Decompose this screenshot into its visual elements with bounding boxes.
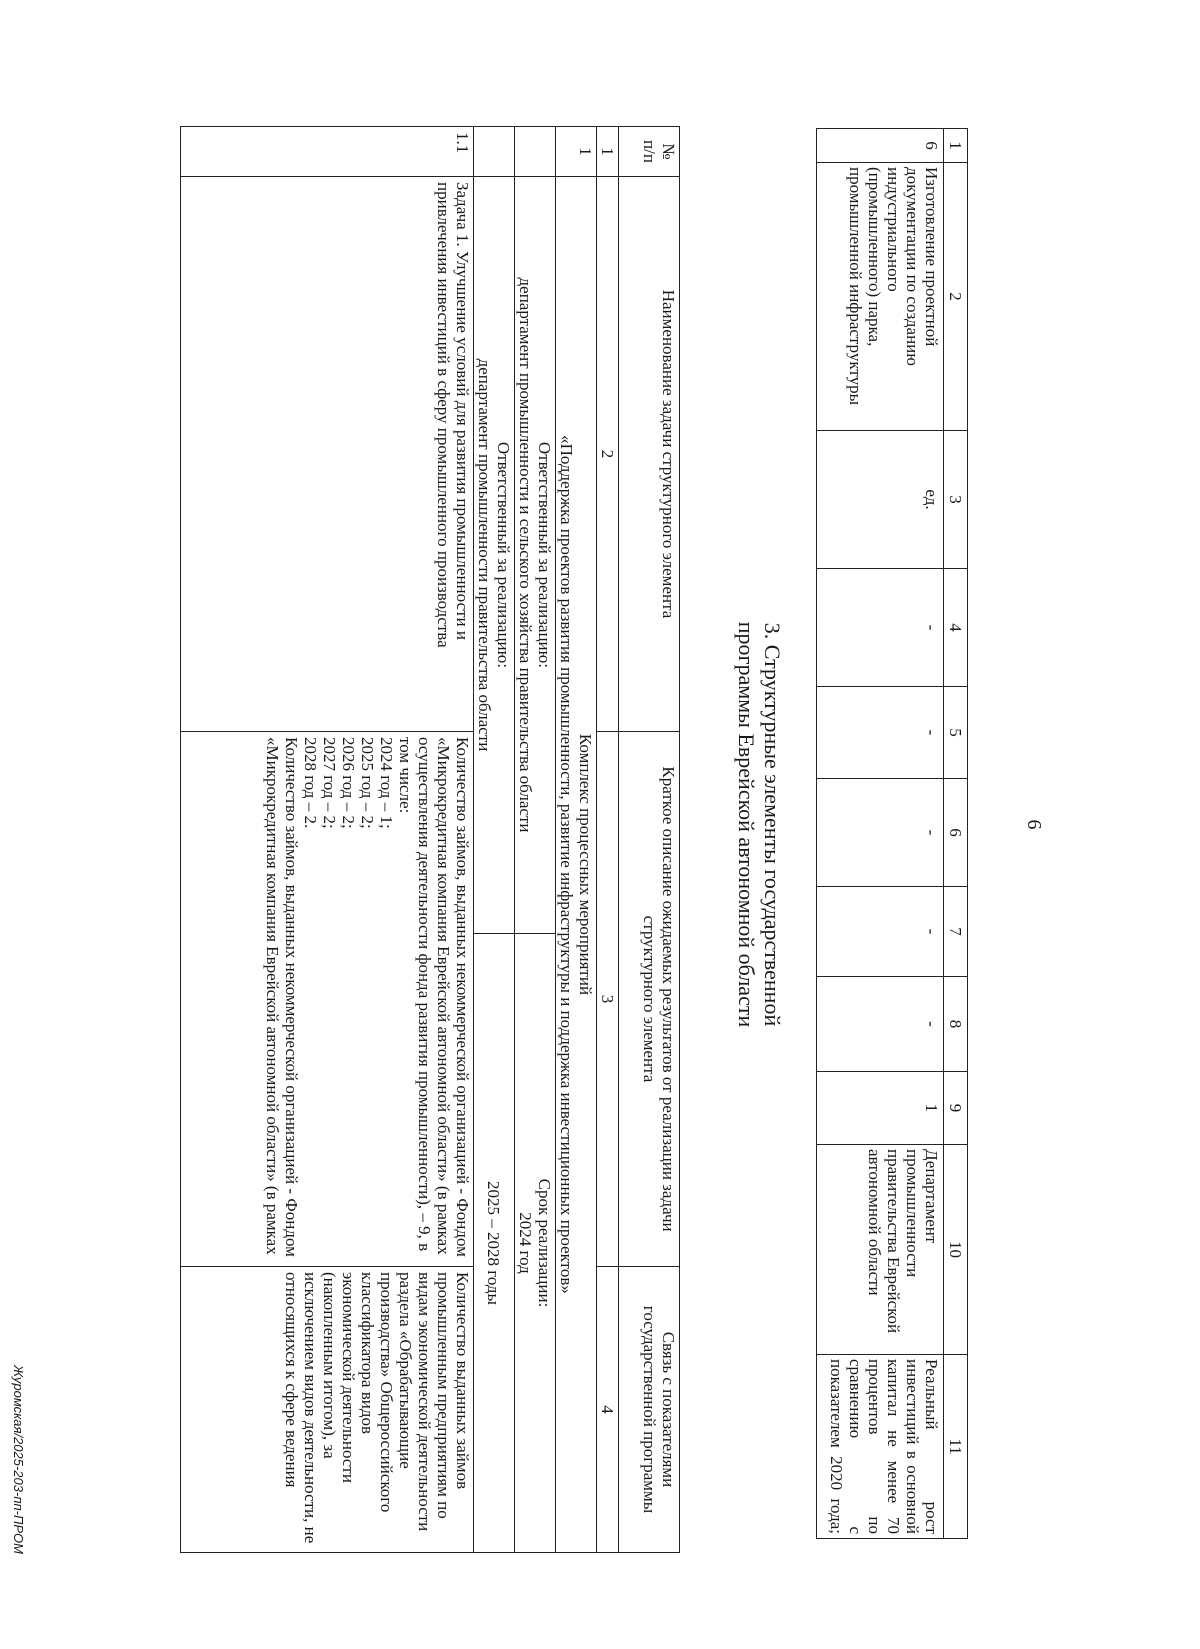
page-number: 6 (1023, 819, 1045, 830)
col-index: 3 (944, 431, 968, 569)
header-link: Связь с показателями государственной программы (619, 1267, 680, 1553)
header-name: Наименование задачи структурного элемента (619, 177, 680, 732)
col-index: 11 (944, 1355, 968, 1539)
heading-line: 3. Структурные элементы государственной (760, 622, 785, 1027)
value-cell: - (817, 977, 944, 1072)
col-index: 6 (944, 779, 968, 887)
responsible-dept: департамент промышленности правительства области (475, 358, 494, 752)
col-index: 1 (597, 127, 619, 177)
task-description: Количество займов, выданных некоммерческой организацией - Фондом «Микрокредитная компания Еврейской автономной области» (в рамках осуществления деятельности фонда развития промышленности), – 9, в том числе: 2024 год – 1; 2025 год – 2; 2026 год – 2; 2027 год – 2; 2028 год – 2. Количество займов, выданных некоммерческой организацией - Фондом «Микрокредитная компания Еврейской автономной области» (в рамках (181, 732, 474, 1267)
col-index: 8 (944, 977, 968, 1072)
col-index: 3 (597, 732, 619, 1267)
indicators-table-continuation (816, 128, 968, 1539)
col-index: 1 (944, 129, 968, 163)
row-number: 1.1 (181, 127, 474, 177)
col-index: 4 (597, 1267, 619, 1553)
col-index: 7 (944, 887, 968, 977)
indicator-name: Изготовление проектной документации по созданию индустриального (промышленного) парка, промышленной инфраструктуры (817, 163, 944, 431)
section-heading (733, 0, 785, 1649)
term-value: 2025 – 2028 годы (474, 934, 515, 1553)
section-title: Комплекс процессных мероприятий «Поддержка проектов развития промышленности, развитие инфраструктуры и поддержка инвестиционных проектов» (556, 177, 597, 1553)
term-label: Срок реализации: (535, 1178, 554, 1308)
term-cell (515, 934, 556, 1553)
col-index: 10 (944, 1145, 968, 1355)
task-name: Задача 1. Улучшение условий для развития промышленности и привлечения инвестиций в сферу промышленного производства (181, 177, 474, 732)
responsible-row (474, 127, 515, 1553)
row-number: 6 (817, 129, 944, 163)
task-row (181, 127, 474, 1553)
table-row (817, 129, 944, 1539)
term-value: 2024 год (516, 1212, 535, 1274)
responsible-label: Ответственный за реализацию: (535, 441, 554, 669)
header-row (619, 127, 680, 1553)
footer-code: Журомская/2025-203-пп-ПРОМ (11, 1365, 26, 1554)
value-cell: - (817, 687, 944, 779)
col-index: 4 (944, 569, 968, 687)
header-num: № п/п (619, 127, 680, 177)
index-row (597, 127, 619, 1553)
responsible-cell: Департамент промышленности правительства Еврейской автономной области (817, 1145, 944, 1355)
value-cell: 1 (817, 1072, 944, 1145)
unit: ед. (817, 431, 944, 569)
value-cell: - (817, 779, 944, 887)
col-index: 5 (944, 687, 968, 779)
heading-line: программы Еврейской автономной области (734, 621, 759, 1028)
responsible-label: Ответственный за реализацию: (494, 441, 513, 669)
header-desc: Краткое описание ожидаемых результатов от реализации задачи структурного элемента (619, 732, 680, 1267)
col-index: 9 (944, 1072, 968, 1145)
responsible-dept: департамент промышленности и сельского хозяйства правительства области (516, 277, 535, 833)
responsible-cell (515, 177, 556, 934)
row-number: 1 (556, 127, 597, 177)
value-cell: - (817, 569, 944, 687)
link-cell: Реальный рост инвестиций в основной капитал не менее 70 процентов по сравнению с показателем 2020 года; (817, 1355, 944, 1539)
col-index: 2 (944, 163, 968, 431)
responsible-cell (474, 177, 515, 934)
responsible-row (515, 127, 556, 1553)
value-cell: - (817, 887, 944, 977)
col-index: 2 (597, 177, 619, 732)
index-row (944, 129, 968, 1539)
structural-elements-table (180, 126, 680, 1553)
section-row (556, 127, 597, 1553)
task-link: Количество выданных займов промышленным предприятиям по видам экономической деятельности раздела «Обрабатывающие производства» Общероссийского классификатора видов экономической деятельности (накопленным итогом), за исключением видов деятельности, не относящихся к сфере ведения (181, 1267, 474, 1553)
